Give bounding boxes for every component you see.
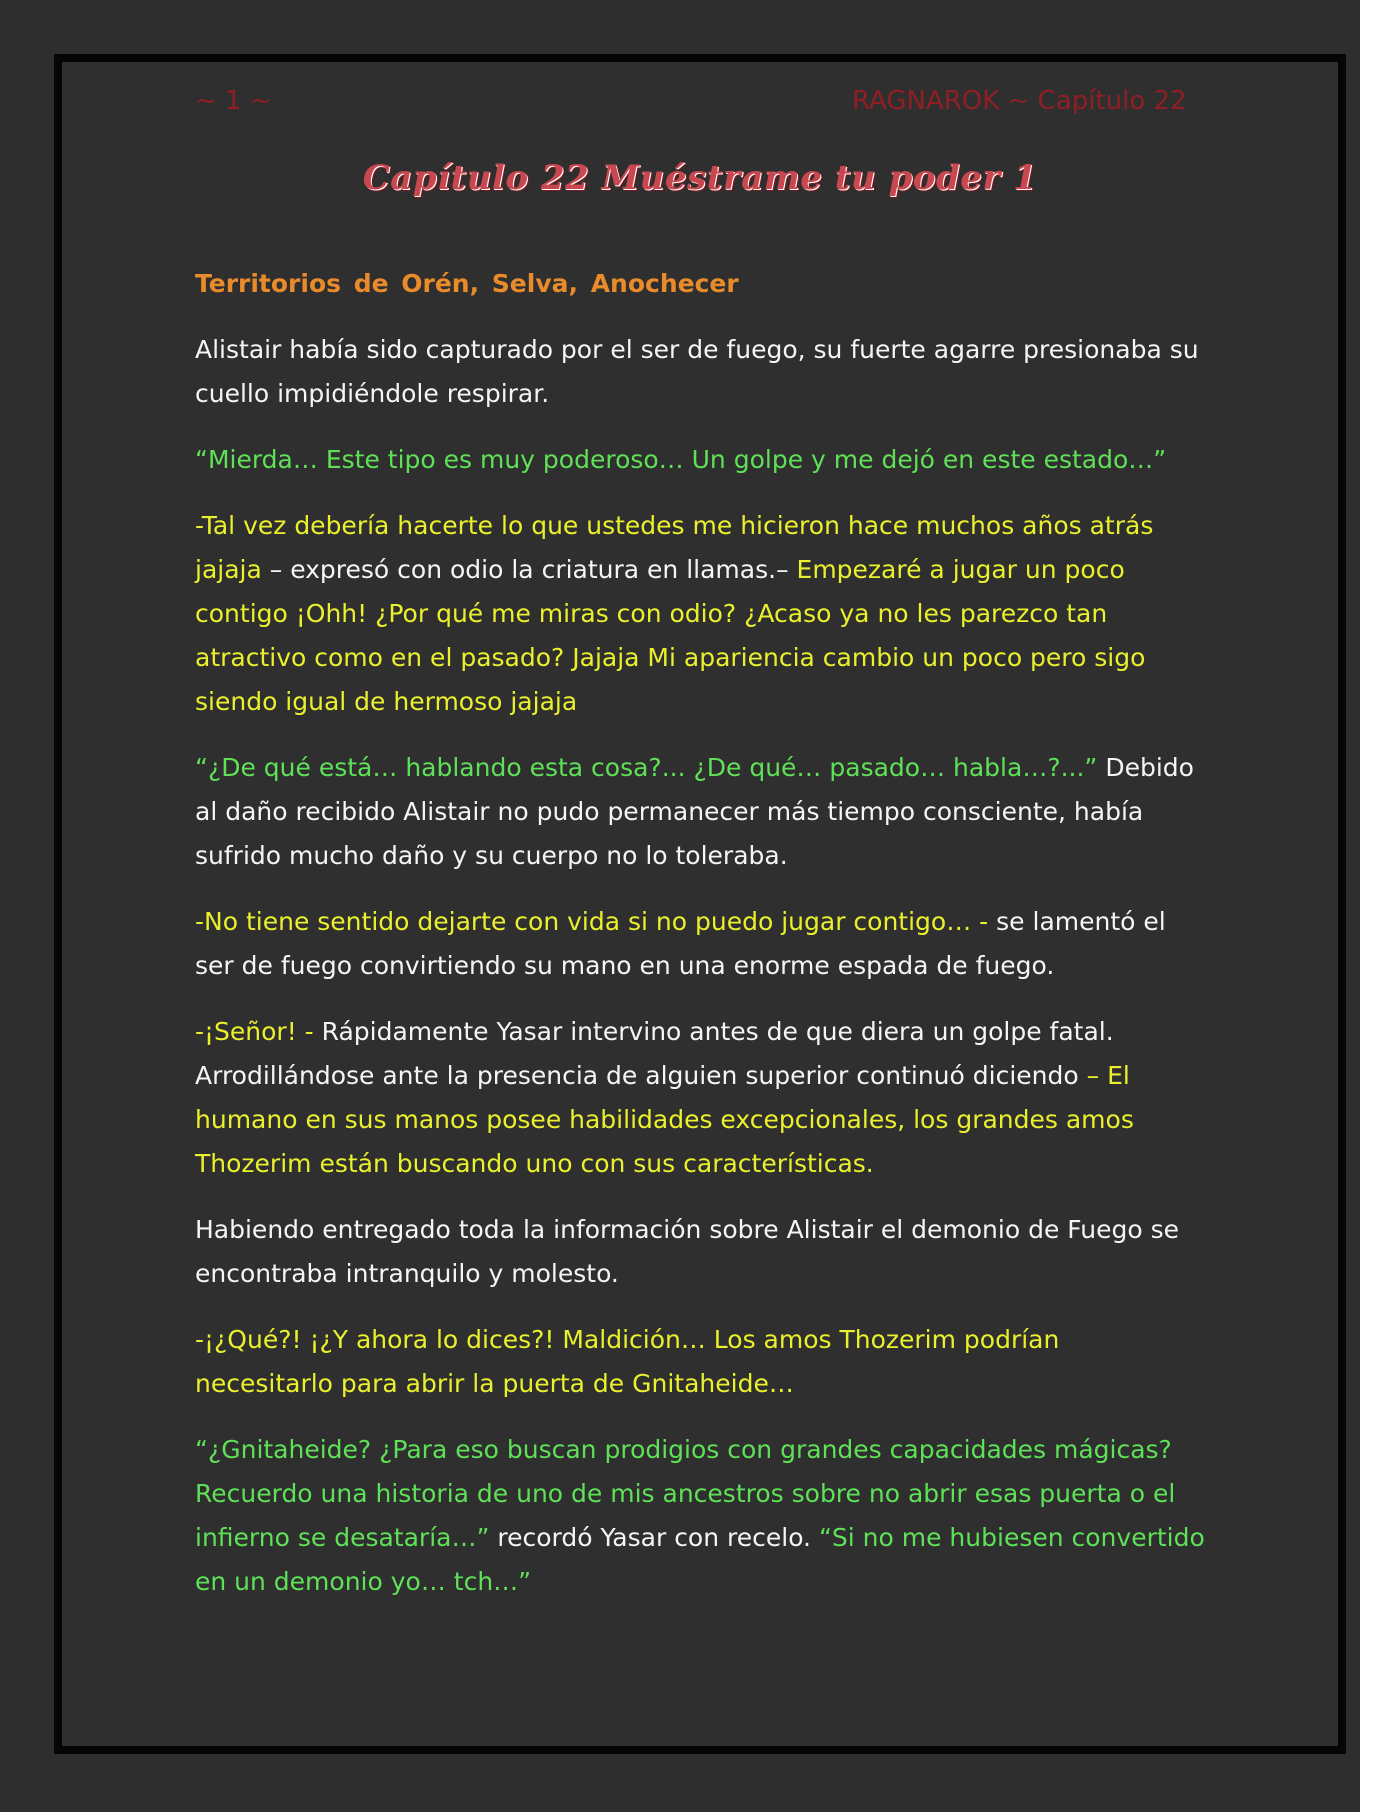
dialogue-text: -No tiene sentido dejarte con vida si no puedo jugar contigo… - <box>195 907 989 936</box>
paragraph <box>195 1208 1205 1296</box>
paragraph <box>195 1318 1205 1406</box>
thought-text: “Mierda… Este tipo es muy poderoso… Un golpe y me dejó en este estado…” <box>195 445 1167 474</box>
narration-text: Alistair había sido capturado por el ser de fuego, su fuerte agarre presionaba su cuello impidiéndole respirar. <box>195 335 1199 408</box>
scene-location: Territorios de Orén, Selva, Anochecer <box>195 269 739 298</box>
thought-text: “¿De qué está… hablando esta cosa?... ¿De qué… pasado… habla…?...” <box>195 753 1098 782</box>
narration-text: recordó Yasar con recelo. <box>489 1523 819 1552</box>
narration-text: Debido al daño recibido Alistair no pudo permanecer más tiempo consciente, había sufrido mucho daño y su cuerpo no lo toleraba. <box>195 753 1194 870</box>
paragraph <box>195 746 1205 878</box>
page-number: ~ 1 ~ <box>195 86 272 116</box>
thought-text: “¿Gnitaheide? ¿Para eso buscan prodigios con grandes capacidades mágicas? Recuerdo una historia de uno de mis ancestros sobre no abrir esas puerta o el infierno se desataría…” <box>195 1435 1176 1552</box>
chapter-title: Capítulo 22 Muéstrame tu poder 1 <box>362 158 1038 198</box>
paragraph <box>195 504 1205 724</box>
paragraph <box>195 1010 1205 1186</box>
paragraph <box>195 1428 1205 1604</box>
paragraph <box>195 328 1205 416</box>
narration-text: Rápidamente Yasar intervino antes de que diera un golpe fatal. Arrodillándose ante la presencia de alguien superior continuó diciendo <box>195 1017 1114 1090</box>
narration-text: se lamentó el ser de fuego convirtiendo su mano en una enorme espada de fuego. <box>195 907 1166 980</box>
dialogue-text: Empezaré a jugar un poco contigo ¡Ohh! ¿Por qué me miras con odio? ¿Acaso ya no les parezco tan atractivo como en el pasado? Jajaja Mi apariencia cambio un poco pero sigo siendo igual de hermoso jajaja <box>195 555 1146 716</box>
narration-text: Habiendo entregado toda la información sobre Alistair el demonio de Fuego se encontraba intranquilo y molesto. <box>195 1215 1180 1288</box>
narration-text: – expresó con odio la criatura en llamas.– <box>261 555 797 584</box>
running-title: RAGNAROK ~ Capítulo 22 <box>852 86 1187 116</box>
dialogue-text: -¡¿Qué?! ¡¿Y ahora lo dices?! Maldición… Los amos Thozerim podrían necesitarlo para abrir la puerta de Gnitaheide… <box>195 1325 1060 1398</box>
chapter-body <box>195 262 1205 1626</box>
dialogue-text: – El humano en sus manos posee habilidades excepcionales, los grandes amos Thozerim están buscando uno con sus características. <box>195 1061 1134 1178</box>
dialogue-text: -¡Señor! - <box>195 1017 314 1046</box>
paragraph <box>195 438 1205 482</box>
dialogue-text: -Tal vez debería hacerte lo que ustedes me hicieron hace muchos años atrás jajaja <box>195 511 1154 584</box>
thought-text: “Si no me hubiesen convertido en un demonio yo… tch…” <box>195 1523 1205 1596</box>
paragraph <box>195 900 1205 988</box>
